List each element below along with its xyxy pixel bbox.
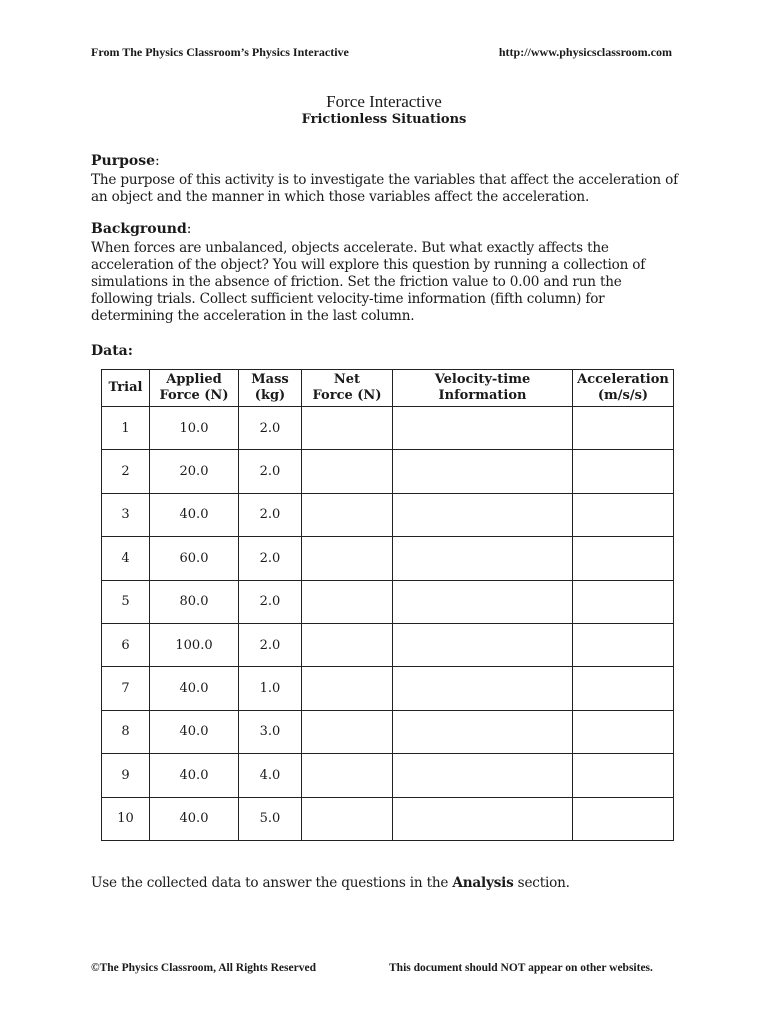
table-cell: 40.0 — [150, 754, 239, 797]
table-cell[interactable] — [573, 623, 674, 666]
table-cell: 6 — [102, 623, 150, 666]
table-cell[interactable] — [393, 667, 573, 710]
table-cell: 1.0 — [239, 667, 302, 710]
column-header-line: Information — [438, 388, 527, 403]
table-cell: 100.0 — [150, 623, 239, 666]
footer-copyright: ©The Physics Classroom, All Rights Reserved — [91, 962, 316, 974]
table-cell: 4 — [102, 537, 150, 580]
table-cell: 40.0 — [150, 667, 239, 710]
table-cell: 40.0 — [150, 493, 239, 536]
header-source: From The Physics Classroom’s Physics Interactive — [91, 45, 349, 59]
table-cell[interactable] — [393, 797, 573, 840]
table-row — [102, 623, 674, 666]
table-row — [102, 493, 674, 536]
closing-text-before: Use the collected data to answer the questions in the — [91, 875, 453, 891]
table-cell: 9 — [102, 754, 150, 797]
table-cell[interactable] — [302, 493, 393, 536]
page-title: Force Interactive — [326, 92, 442, 111]
purpose-heading: Purpose: — [91, 153, 160, 169]
table-cell: 5.0 — [239, 797, 302, 840]
table-cell: 40.0 — [150, 710, 239, 753]
column-header-line: Net — [333, 372, 361, 387]
table-cell[interactable] — [393, 754, 573, 797]
table-row — [102, 667, 674, 710]
table-cell[interactable] — [302, 623, 393, 666]
column-header-line: Trial — [108, 380, 143, 395]
table-cell: 2 — [102, 450, 150, 493]
table-cell: 4.0 — [239, 754, 302, 797]
table-cell: 2.0 — [239, 493, 302, 536]
table-row — [102, 407, 674, 450]
column-header — [393, 370, 573, 407]
table-cell: 7 — [102, 667, 150, 710]
table-row — [102, 797, 674, 840]
table-cell[interactable] — [573, 580, 674, 623]
table-cell: 2.0 — [239, 623, 302, 666]
table-row — [102, 754, 674, 797]
column-header-line: Applied — [166, 372, 222, 387]
table-cell[interactable] — [393, 537, 573, 580]
table-cell: 5 — [102, 580, 150, 623]
table-cell: 80.0 — [150, 580, 239, 623]
table-cell[interactable] — [573, 493, 674, 536]
analysis-emphasis: Analysis — [452, 875, 514, 891]
table-cell[interactable] — [302, 537, 393, 580]
column-header-line: Acceleration — [577, 372, 669, 387]
table-cell[interactable] — [393, 580, 573, 623]
column-header-line: Force (N) — [159, 388, 229, 403]
column-header-line: Velocity-time — [434, 372, 531, 387]
table-cell[interactable] — [573, 710, 674, 753]
table-cell[interactable] — [393, 493, 573, 536]
closing-text — [91, 875, 681, 892]
table-cell[interactable] — [573, 797, 674, 840]
table-body — [102, 407, 674, 841]
column-header — [302, 370, 393, 407]
column-header-line: Mass — [251, 372, 289, 387]
column-header — [102, 370, 150, 407]
column-header-line: (m/s/s) — [597, 388, 649, 403]
table-cell[interactable] — [573, 537, 674, 580]
table-cell[interactable] — [393, 710, 573, 753]
page-subtitle: Frictionless Situations — [301, 112, 467, 127]
purpose-heading-text: Purpose — [91, 153, 155, 169]
table-cell[interactable] — [302, 667, 393, 710]
table-cell: 2.0 — [239, 450, 302, 493]
table-row — [102, 537, 674, 580]
footer-notice: This document should NOT appear on other websites. — [389, 962, 653, 974]
table-cell[interactable] — [393, 623, 573, 666]
table-cell: 3 — [102, 493, 150, 536]
column-header — [573, 370, 674, 407]
table-cell: 1 — [102, 407, 150, 450]
data-heading: Data: — [91, 343, 133, 359]
table-cell: 8 — [102, 710, 150, 753]
table-cell[interactable] — [302, 450, 393, 493]
purpose-text: The purpose of this activity is to investigate the variables that affect the acceleration of an object and the manner in which those variables affect the acceleration. — [91, 172, 678, 205]
table-cell[interactable] — [573, 407, 674, 450]
background-heading: Background: — [91, 221, 192, 237]
table-cell[interactable] — [573, 667, 674, 710]
table-row — [102, 450, 674, 493]
table-cell: 10 — [102, 797, 150, 840]
table-cell[interactable] — [302, 754, 393, 797]
background-heading-text: Background — [91, 221, 187, 237]
page-header — [91, 45, 672, 60]
table-cell: 10.0 — [150, 407, 239, 450]
table-cell: 20.0 — [150, 450, 239, 493]
table-cell[interactable] — [302, 407, 393, 450]
table-cell[interactable] — [302, 580, 393, 623]
table-cell[interactable] — [573, 754, 674, 797]
table-cell[interactable] — [302, 710, 393, 753]
background-text: When forces are unbalanced, objects accelerate. But what exactly affects the acceleration of the object? You will explore this question by running a collection of simulations in the absence of friction. Set the friction value to 0.00 and run the following trials. Collect sufficient velocity-time information (fifth column) for determining the acceleration in the last column. — [91, 240, 646, 324]
table-cell: 2.0 — [239, 580, 302, 623]
table-cell: 3.0 — [239, 710, 302, 753]
closing-text-after: section. — [513, 875, 570, 891]
table-cell[interactable] — [302, 797, 393, 840]
column-header-line: (kg) — [254, 388, 286, 403]
table-header-row — [102, 370, 674, 407]
table-cell[interactable] — [393, 450, 573, 493]
table-row — [102, 580, 674, 623]
table-cell: 2.0 — [239, 537, 302, 580]
column-header-line: Force (N) — [312, 388, 382, 403]
table-cell: 60.0 — [150, 537, 239, 580]
column-header — [150, 370, 239, 407]
column-header — [239, 370, 302, 407]
data-table — [101, 369, 674, 841]
table-cell[interactable] — [393, 407, 573, 450]
table-cell: 2.0 — [239, 407, 302, 450]
table-cell[interactable] — [573, 450, 674, 493]
table-cell: 40.0 — [150, 797, 239, 840]
header-url[interactable]: http://www.physicsclassroom.com — [498, 45, 672, 59]
table-row — [102, 710, 674, 753]
